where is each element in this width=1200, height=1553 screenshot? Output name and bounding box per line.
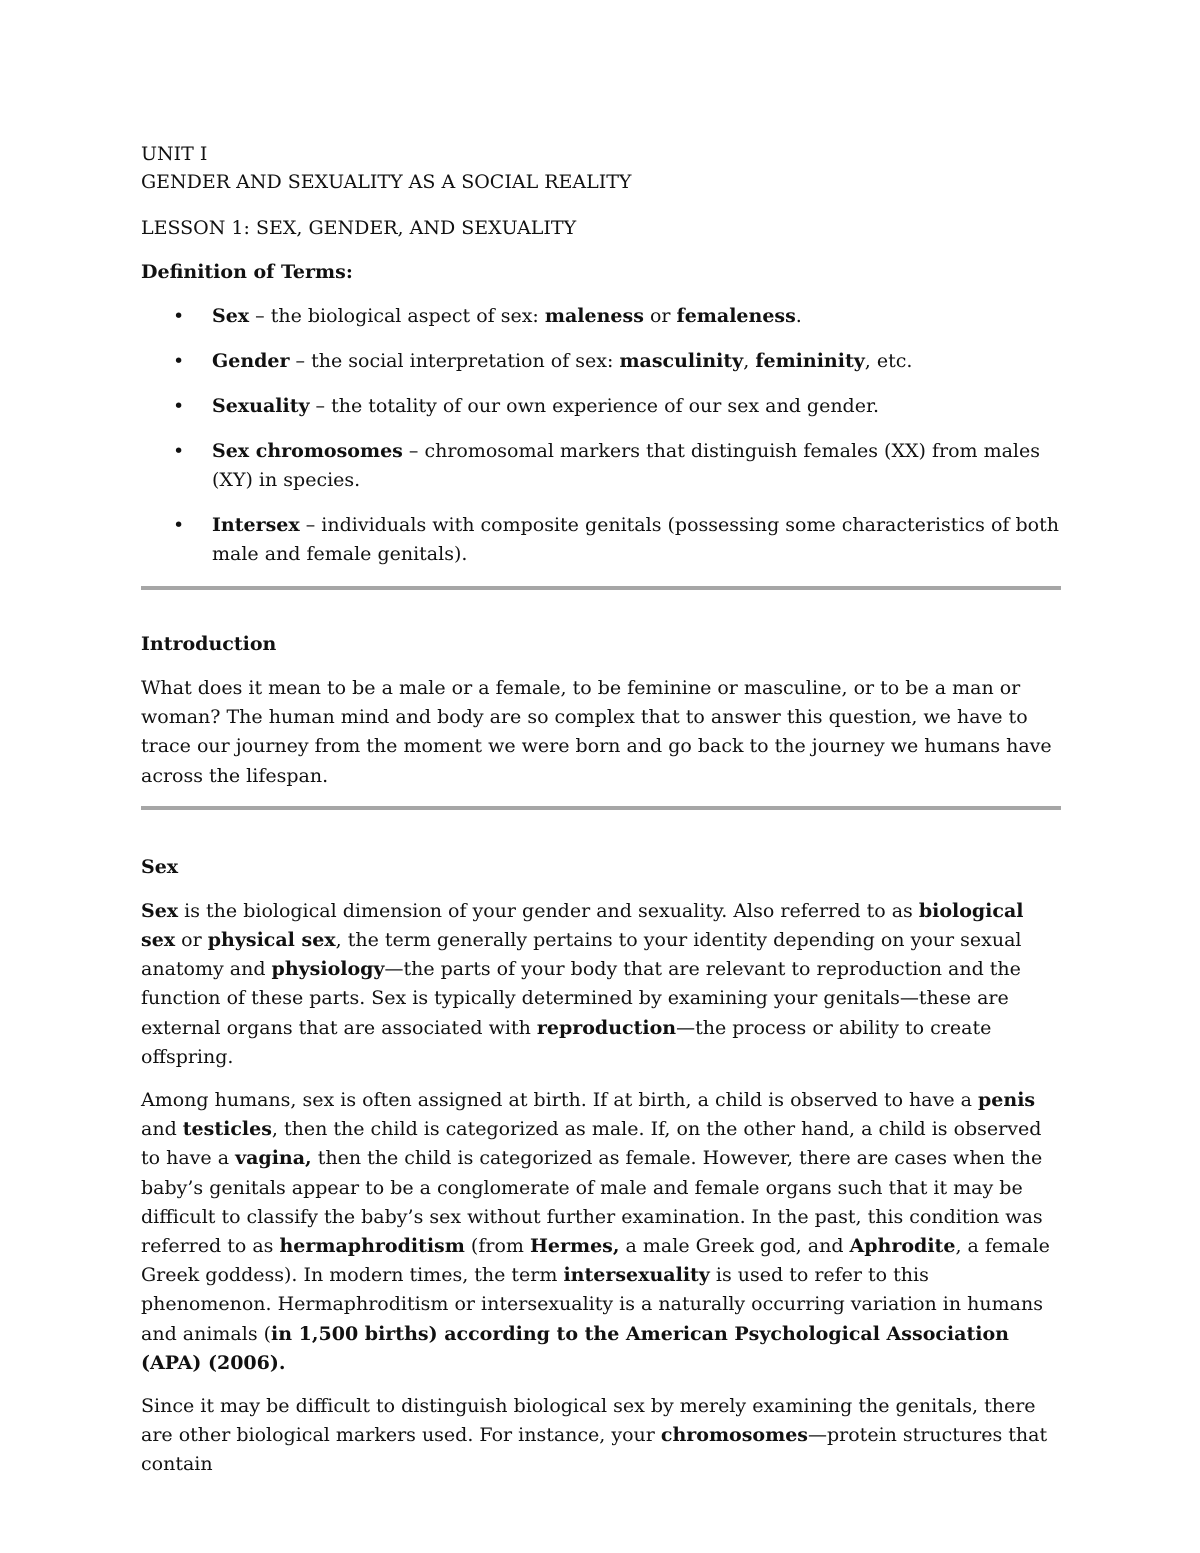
paragraph-text: or [175, 929, 208, 952]
paragraph-text: Among humans, sex is often assigned at birth. If at birth, a child is observed to have a [141, 1089, 979, 1112]
paragraph-text: then the child is categorized as female. However, there are cases when the baby’s genitals appear to be a conglomerate of male and female organs such that it may be difficult to classify the baby’s sex without further examination. In the past, this condition was referred to as [141, 1147, 1043, 1258]
definition-item-sexuality [141, 392, 1061, 421]
definition-item-gender [141, 347, 1061, 376]
term-name: Gender [212, 350, 290, 372]
term-separator: – [249, 305, 271, 327]
section-divider [141, 586, 1061, 590]
keyword: Sex [141, 899, 179, 922]
section-divider [141, 806, 1061, 810]
keyword: reproduction [536, 1016, 677, 1039]
sex-paragraph-3 [141, 1392, 1061, 1480]
bullet-icon: • [173, 440, 185, 462]
definition-item-sex-chromosomes [141, 437, 1061, 495]
paragraph-text: and [141, 1118, 183, 1141]
paragraph-text: is used to refer to this phenomenon. Hermaphroditism or intersexuality is a naturally occurring variation in humans and animals ( [141, 1264, 1043, 1345]
keyword: vagina, [235, 1147, 312, 1170]
unit-title: GENDER AND SEXUALITY AS A SOCIAL REALITY [141, 171, 632, 193]
bullet-icon: • [173, 350, 185, 372]
keyword: biological sex [141, 899, 1024, 952]
page-content [141, 140, 1061, 1480]
sex-paragraph-2 [141, 1086, 1061, 1378]
keyword: physiology [271, 958, 385, 981]
paragraph-text: , the term generally pertains to your identity depending on your sexual anatomy and [141, 929, 1022, 981]
term-name: Sexuality [212, 395, 310, 417]
paragraph-text: (from [464, 1235, 530, 1258]
definition-list [141, 302, 1061, 569]
keyword: Hermes, [529, 1235, 620, 1258]
term-keyword: femaleness [676, 305, 796, 327]
term-text: , [743, 350, 756, 372]
keyword: testicles [182, 1118, 272, 1141]
bullet-icon: • [173, 514, 185, 536]
term-text: the social interpretation of sex: [311, 350, 620, 372]
bullet-icon: • [173, 395, 185, 417]
term-text: the totality of our own experience of our sex and gender. [331, 395, 879, 417]
sex-heading: Sex [141, 855, 179, 878]
paragraph-text: is the biological dimension of your gender and sexuality. Also referred to as [178, 899, 919, 922]
term-text: . [795, 305, 802, 327]
term-text: individuals with composite genitals (possessing some characteristics of both male and female genitals). [212, 514, 1059, 565]
term-separator: – [309, 395, 332, 417]
term-keyword: masculinity [619, 350, 744, 372]
term-keyword: femininity [755, 350, 865, 372]
definition-item-sex [141, 302, 1061, 331]
keyword: in 1,500 births) according to the American Psychological Association (APA) (2006). [141, 1322, 1009, 1374]
term-text: or [643, 305, 677, 327]
unit-label: UNIT I [141, 143, 208, 165]
definitions-heading: Definition of Terms: [141, 261, 353, 283]
lesson-title: LESSON 1: SEX, GENDER, AND SEXUALITY [141, 217, 577, 239]
paragraph-text: —protein structures that contain [141, 1424, 1048, 1476]
paragraph-text: , then the child is categorized as male. If, on the other hand, a child is observed to have a [141, 1118, 1042, 1170]
term-text: the biological aspect of sex: [270, 305, 545, 327]
keyword: intersexuality [563, 1264, 710, 1287]
term-name: Sex [212, 305, 250, 327]
paragraph-text: Since it may be difficult to distinguish biological sex by merely examining the genitals, there are other biological markers used. For instance, your [141, 1395, 1036, 1447]
term-name: Sex chromosomes [212, 440, 403, 462]
term-name: Intersex [212, 514, 300, 536]
paragraph-text: —the process or ability to create offspring. [141, 1016, 992, 1068]
keyword: penis [978, 1089, 1036, 1112]
paragraph-text: —the parts of your body that are relevant to reproduction and the function of these parts. Sex is typically determined by examining your genitals—these are external organs that are associated with [141, 958, 1021, 1039]
bullet-icon: • [173, 305, 185, 327]
term-separator: – [402, 440, 425, 462]
keyword: Aphrodite [849, 1235, 956, 1258]
introduction-heading: Introduction [141, 633, 277, 655]
paragraph-text: a male Greek god, and [619, 1235, 850, 1258]
term-keyword: maleness [544, 305, 644, 327]
term-separator: – [299, 514, 322, 536]
definition-item-intersex [141, 511, 1061, 569]
keyword: physical sex [207, 929, 336, 952]
paragraph-text: , a female Greek goddess). In modern times, the term [141, 1235, 1050, 1287]
term-separator: – [289, 350, 312, 372]
term-text: , etc. [864, 350, 913, 372]
keyword: chromosomes [660, 1424, 808, 1447]
sex-paragraph-1 [141, 897, 1061, 1072]
term-text: chromosomal markers that distinguish females (XX) from males (XY) in species. [212, 440, 1041, 491]
introduction-paragraph: What does it mean to be a male or a female, to be feminine or masculine, or to be a man or woman? The human mind and body are so complex that to answer this question, we have to trace our journey from the moment we were born and go back to the journey we humans have across the lifespan. [141, 677, 1052, 787]
keyword: hermaphroditism [279, 1235, 465, 1258]
